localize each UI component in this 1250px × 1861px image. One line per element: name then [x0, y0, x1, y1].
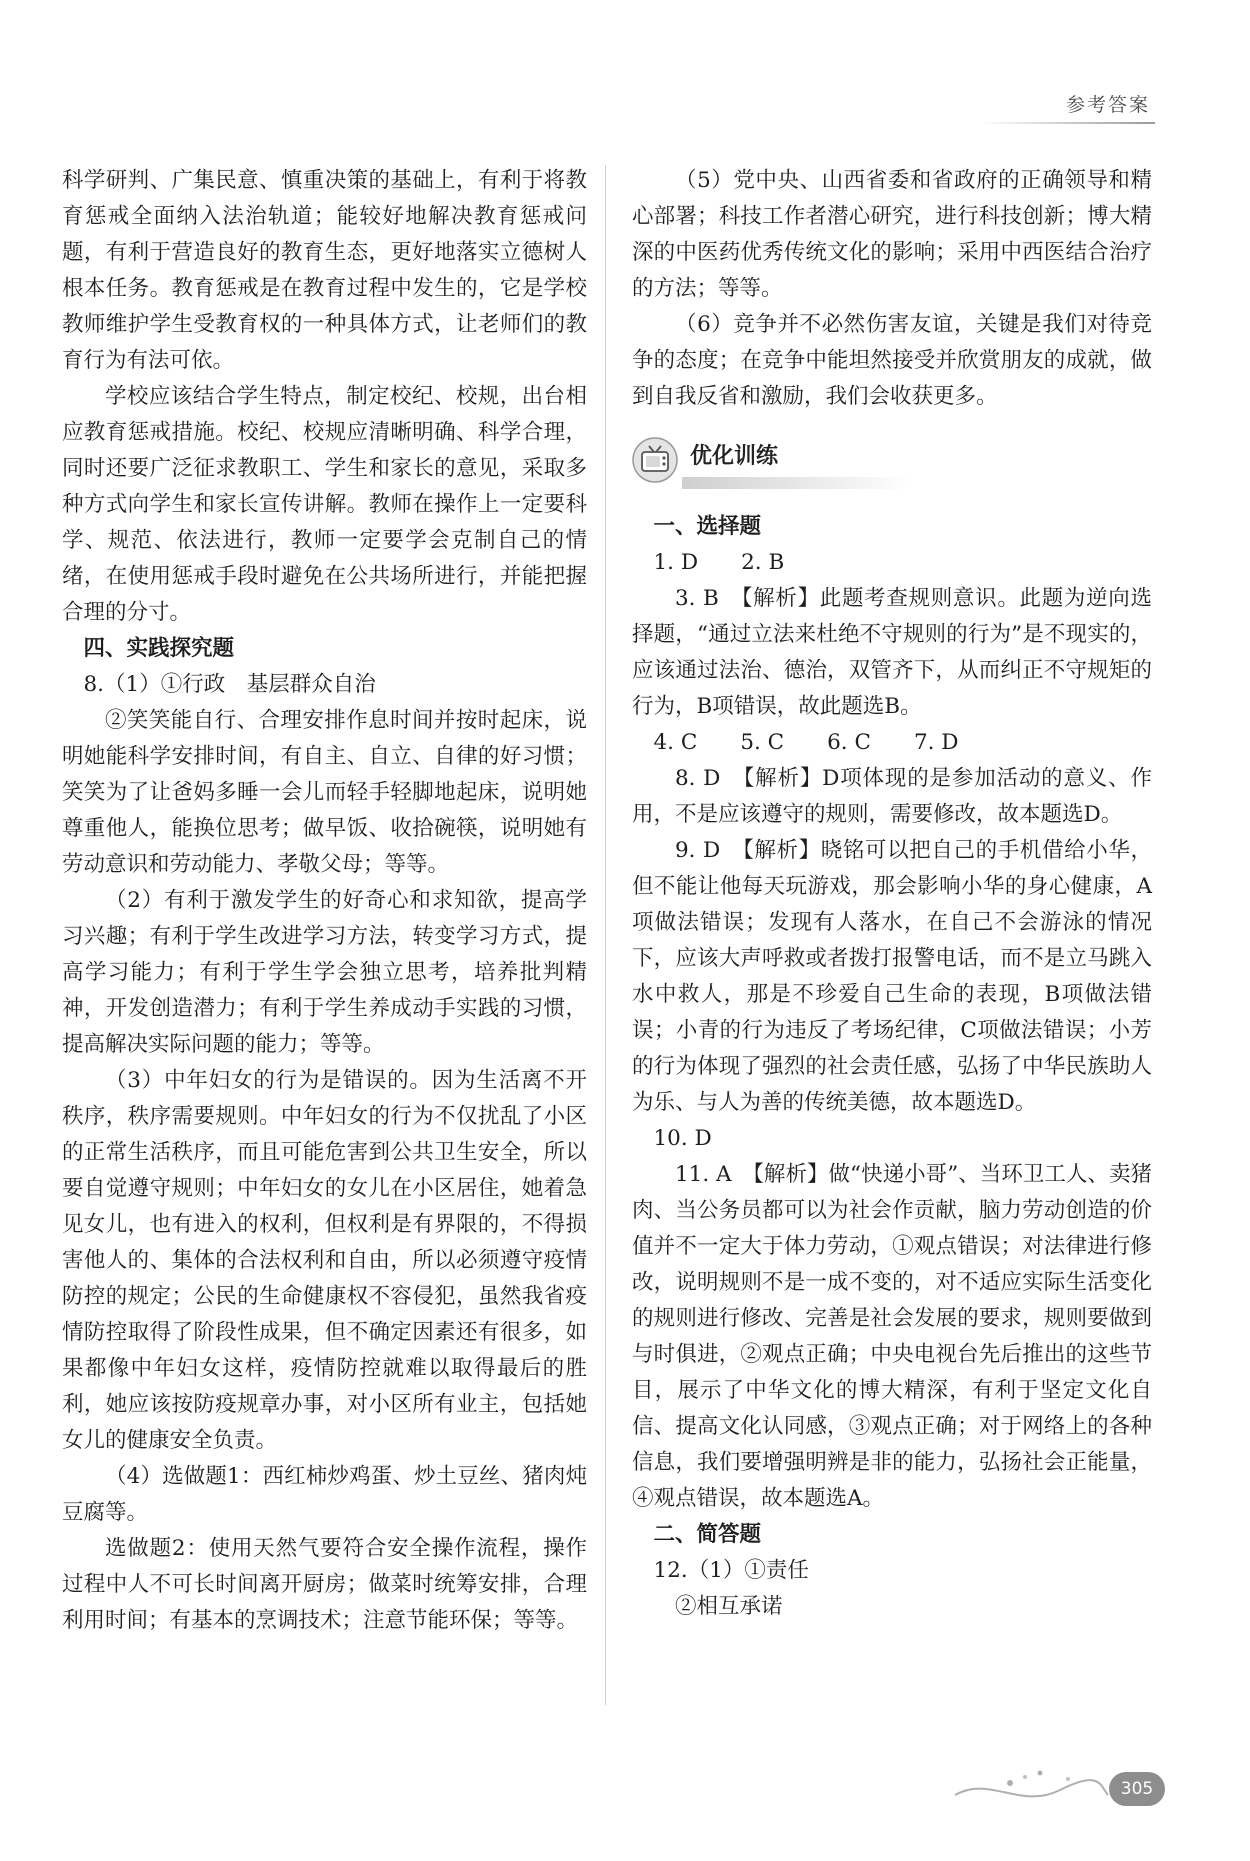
answer-line: [632, 725, 1152, 761]
answer-paragraph: （5）党中央、山西省委和省政府的正确领导和精心部署；科技工作者潜心研究，进行科技创新；博大精深的中医药优秀传统文化的影响；采用中西医结合治疗的方法；等等。: [632, 168, 1152, 301]
answer-paragraph: （4）选做题1：西红柿炒鸡蛋、炒土豆丝、猪肉炖豆腐等。: [62, 1464, 587, 1525]
answer-paragraph: 11. A 【解析】做“快递小哥”、当环卫工人、卖猪肉、当公务员都可以为社会作贡献，脑力劳动创造的价值并不一定大于体力劳动，①观点错误；对法律进行修改，说明规则不是一成不变的，对不适应实际生活变化的规则进行修改、完善是社会发展的要求，规则要做到与时俱进，②观点正确；中央电视台先后推出的这些节目，展示了中华文化的博大精深，有利于坚定文化自信、提高文化认同感，③观点正确；对于网络上的各种信息，我们要增强明辨是非的能力，弘扬社会正能量，④观点错误，故本题选A。: [632, 1162, 1152, 1511]
section-heading: 四、实践探究题: [83, 636, 235, 661]
header-rule: [980, 122, 1155, 124]
answer-line: ②相互承诺: [675, 1594, 783, 1619]
decorative-swirl-icon: [950, 1755, 1110, 1815]
paragraph: 学校应该结合学生特点，制定校纪、校规，出台相应教育惩戒措施。校纪、校规应清晰明确、科学合理，同时还要广泛征求教职工、学生和家长的意见，采取多种方式向学生和家长宣传讲解。教师在操作上一定要科学、规范、依法进行，教师一定要学会克制自己的情绪，在使用惩戒手段时避免在公共场所进行，并能把握合理的分寸。: [62, 384, 587, 625]
answer-item: 5. C: [740, 730, 785, 755]
answer-paragraph: ②笑笑能自行、合理安排作息时间并按时起床，说明她能科学安排时间，有自主、自立、自律的好习惯；笑笑为了让爸妈多睡一会儿而轻手轻脚地起床，说明她尊重他人，能换位思考；做早饭、收拾碗筷，说明她有劳动意识和劳动能力、孝敬父母；等等。: [62, 708, 587, 877]
answer-line: [632, 545, 1152, 581]
answer-paragraph: 选做题2：使用天然气要符合安全操作流程，操作过程中人不可长时间离开厨房；做菜时统筹安排，合理利用时间；有基本的烹调技术；注意节能环保；等等。: [62, 1536, 587, 1633]
subsection-title: 优化训练: [690, 444, 779, 469]
tv-icon: [632, 437, 678, 483]
left-column: [62, 163, 587, 1639]
paragraph: 科学研判、广集民意、慎重决策的基础上，有利于将教育惩戒全面纳入法治轨道；能较好地解决教育惩戒问题，有利于营造良好的教育生态，更好地落实立德树人根本任务。教育惩戒是在教育过程中发生的，它是学校教师维护学生受教育权的一种具体方式，让老师们的教育行为有法可依。: [62, 168, 587, 373]
right-column: [632, 163, 1152, 1625]
answer-paragraph: 8. D 【解析】D项体现的是参加活动的意义、作用，不是应该遵守的规则，需要修改，故本题选D。: [632, 766, 1152, 827]
answer-paragraph: （2）有利于激发学生的好奇心和求知欲，提高学习兴趣；有利于学生改进学习方法，转变学习方式，提高学习能力；有利于学生学会独立思考，培养批判精神，开发创造潜力；有利于学生养成动手实践的习惯，提高解决实际问题的能力；等等。: [62, 888, 587, 1057]
answer-item: 1. D: [653, 550, 699, 575]
answer-line: 8.（1）①行政 基层群众自治: [83, 672, 376, 697]
page-number: 305: [1109, 1772, 1165, 1806]
answer-item: 4. C: [653, 730, 698, 755]
answer-paragraph: 9. D 【解析】晓铭可以把自己的手机借给小华，但不能让他每天玩游戏，那会影响小华的身心健康，A项做法错误；发现有人落水，在自己不会游泳的情况下，应该大声呼救或者拨打报警电话，而不是立马跳入水中救人，那是不珍爱自己生命的表现，B项做法错误；小青的行为违反了考场纪律，C项做法错误；小芳的行为体现了强烈的社会责任感，弘扬了中华民族助人为乐、与人为善的传统美德，故本题选D。: [632, 838, 1152, 1115]
answer-line: 10. D: [653, 1126, 712, 1151]
answer-paragraph: （6）竞争并不必然伤害友谊，关键是我们对待竞争的态度；在竞争中能坦然接受并欣赏朋友的成就，做到自我反省和激励，我们会收获更多。: [632, 312, 1152, 409]
answer-line: 12.（1）①责任: [653, 1558, 809, 1583]
answer-item: 6. C: [827, 730, 871, 755]
answer-item: 7. D: [913, 730, 959, 755]
answer-paragraph: （3）中年妇女的行为是错误的。因为生活离不开秩序，秩序需要规则。中年妇女的行为不仅扰乱了小区的正常生活秩序，而且可能危害到公共卫生安全，所以要自觉遵守规则；中年妇女的女儿在小区居住，她着急见女儿，也有进入的权利，但权利是有界限的，不得损害他人的、集体的合法权利和自由，所以必须遵守疫情防控的规定；公民的生命健康权不容侵犯，虽然我省疫情防控取得了阶段性成果，但不确定因素还有很多，如果都像中年妇女这样，疫情防控就难以取得最后的胜利，她应该按防疫规章办事，对小区所有业主，包括她女儿的健康安全负责。: [62, 1068, 587, 1453]
answer-item: 2. B: [741, 550, 785, 575]
subsection-header: [632, 433, 1152, 493]
subsection-bar: [682, 477, 912, 489]
section-heading: 二、简答题: [653, 1522, 762, 1547]
column-divider: [605, 165, 606, 1705]
section-heading: 一、选择题: [653, 514, 762, 539]
answer-paragraph: 3. B 【解析】此题考查规则意识。此题为逆向选择题，“通过立法来杜绝不守规则的行为”是不现实的，应该通过法治、德治，双管齐下，从而纠正不守规矩的行为，B项错误，故此题选B。: [632, 586, 1152, 719]
header-label: 参考答案: [1065, 94, 1150, 116]
